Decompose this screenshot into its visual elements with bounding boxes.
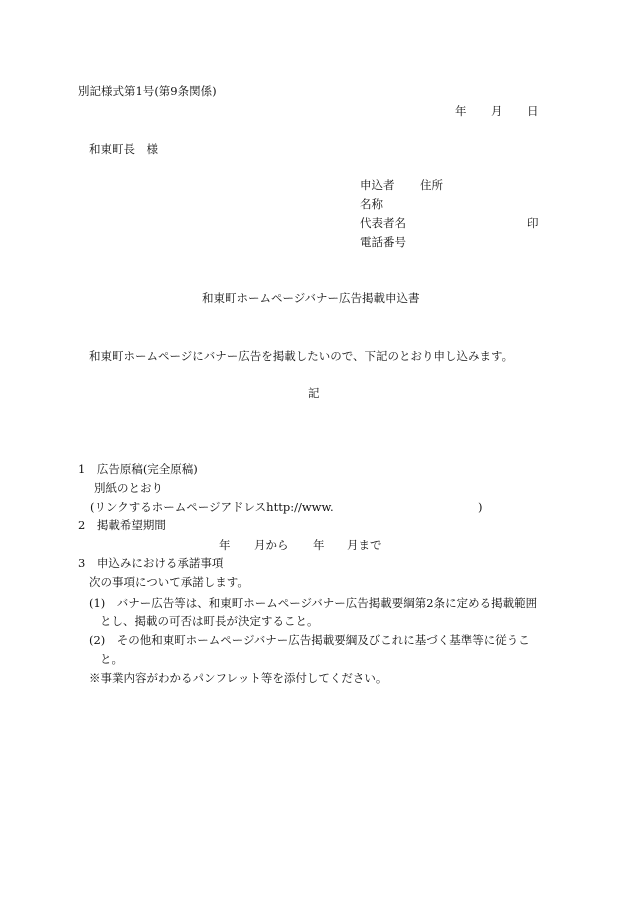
item1-link-close: ) [478, 500, 483, 514]
item2-month-until: 月まで [347, 538, 382, 552]
item2-year-from: 年 [219, 538, 231, 552]
item1-heading: 1 広告原稿(完全原稿) [78, 462, 198, 476]
intro-sentence: 和東町ホームページにバナー広告を掲載したいので、下記のとおり申し込みます。 [89, 349, 514, 363]
item1-link-prefix: (リンクするホームページアドレスhttp://www. [90, 500, 334, 514]
date-day: 日 [527, 104, 539, 118]
document-title: 和東町ホームページバナー広告掲載申込書 [202, 291, 420, 305]
applicant-address-label: 住所 [420, 178, 443, 192]
applicant-label: 申込者 [360, 178, 395, 192]
date-month: 月 [491, 104, 503, 118]
ki-heading: 記 [308, 386, 320, 400]
item3-heading: 3 申込みにおける承諾事項 [78, 556, 224, 570]
item3-lead: 次の事項について承諾します。 [89, 575, 249, 589]
item1-body: 別紙のとおり [94, 481, 163, 495]
item3-condition1-line1: (1) バナー広告等は、和東町ホームページバナー広告掲載要綱第2条に定める掲載範囲 [89, 596, 538, 610]
item2-heading: 2 掲載希望期間 [78, 518, 166, 532]
representative-label: 代表者名 [360, 216, 406, 230]
item3-condition2-line1: (2) その他和東町ホームページバナー広告掲載要綱及びこれに基づく基準等に従うこ [89, 633, 530, 647]
item3-condition2-line2: と。 [100, 652, 123, 666]
attachment-note: ※事業内容がわかるパンフレット等を添付してください。 [89, 671, 388, 685]
item2-year-until: 年 [313, 538, 325, 552]
addressee: 和東町長 様 [89, 142, 158, 156]
seal-mark: 印 [527, 216, 539, 230]
date-year: 年 [455, 104, 467, 118]
applicant-name-label: 名称 [360, 197, 383, 211]
phone-label: 電話番号 [360, 235, 406, 249]
form-number: 別記様式第1号(第9条関係) [78, 84, 217, 98]
item2-month-from: 月から [254, 538, 289, 552]
item3-condition1-line2: とし、掲載の可否は町長が決定すること。 [100, 614, 319, 628]
